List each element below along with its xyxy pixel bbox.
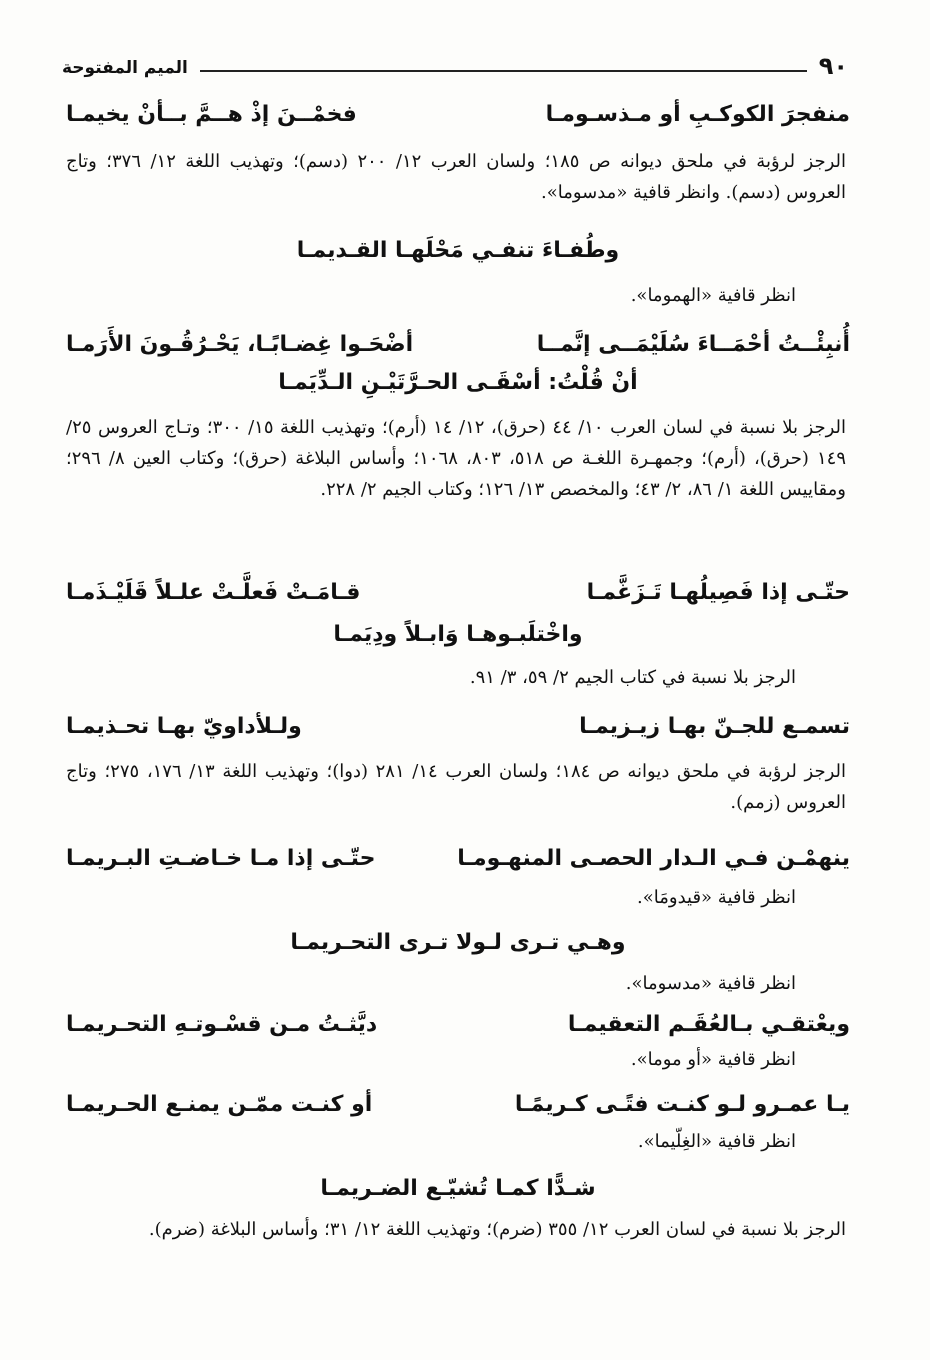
verse-line <box>66 1088 850 1122</box>
footnote: الرجز لرؤبة في ملحق ديوانه ص ١٨٤؛ ولسان العرب ١٤/ ٢٨١ (دوا)؛ وتهذيب اللغة ١٣/ ١٧٦، ٢٧٥؛ وتاج العروس (زمم). <box>66 761 846 813</box>
footnote: الرجز بلا نسبة في كتاب الجيم ٢/ ٥٩، ٣/ ٩١. <box>469 667 796 688</box>
verse-hemistich-first: منفجرَ الكوكـبِ أو مـذسـومـا <box>545 102 850 127</box>
verse-hemistich-first: يـا عمـرو لـو كنـت فتًـى كـريمًـا <box>514 1092 850 1117</box>
verse-hemistich-second: قـامَـتْ فَعلَّـتْ علـلاً قَلَيْـذَمـا <box>66 580 361 605</box>
verse-hemistich-second: أو كنـت ممّـن يمنـع الحـريمـا <box>66 1092 373 1117</box>
verse-line <box>66 328 850 362</box>
verse-line <box>66 98 850 132</box>
header-rule <box>200 70 807 72</box>
verse-hemistich-first: أُنبِئْــتُ أحْمَــاءَ سُلَيْمَــى إنَّمــا <box>536 332 850 357</box>
footnote: الرجز بلا نسبة في لسان العرب ١٠/ ٤٤ (حرق)، ١٢/ ١٤ (أرم)؛ وتهذيب اللغة ١٥/ ٣٠٠؛ وتـاج العروس ٢٥/ ١٤٩ (حرق)، (أرم)؛ وجمهـرة اللغـة ص ٥١٨، ٨٠٣، ١٠٦٨؛ وأساس البلاغة (حرق)؛ وكتاب العين ٨/ ٢٩٦؛ ومقاييس اللغة ١/ ٨٦، ٢/ ٤٣؛ والمخصص ١٣/ ١٢٦؛ وكتاب الجيم ٢/ ٢٢٨. <box>66 417 847 500</box>
verse-hemistich-first: ينهمْـن فـي الـدار الحصـى المنهـومـا <box>457 846 850 871</box>
verse-line: وطُفـاءَ تنفـي مَحْلَهـا القـديمـا <box>296 238 620 263</box>
verse-line: واخْتلَبـوهـا وَابـلاً ودِيَمـا <box>333 622 583 647</box>
verse-hemistich-first: حتّـى إذا فَصِيلُهـا تَـزَغَّمـا <box>586 580 850 605</box>
verse-line <box>66 576 850 610</box>
verse-hemistich-second: فخمْــنَ إذْ هــمَّ بــأنْ يخيمـا <box>66 102 357 127</box>
footnote: انظر قافية «مدسوما». <box>625 973 796 994</box>
running-title: الميم المفتوحة <box>62 58 188 78</box>
footnote: الرجز لرؤبة في ملحق ديوانه ص ١٨٥؛ ولسان العرب ١٢/ ٢٠٠ (دسم)؛ وتهذيب اللغة ١٢/ ٣٧٦؛ وتاج العروس (دسم). وانظر قافية «مدسوما». <box>66 151 846 203</box>
verse-line: أنْ قُلْتُ: أسْقَـى الحـرَّتَيْـنِ الـدِّيَمـا <box>278 370 638 395</box>
verse-hemistich-first: ويعْتقـي بـالعُقَـم التعقيمـا <box>567 1012 850 1037</box>
verse-hemistich-second: ولـلأداويّ بهـا تحـذيمـا <box>66 714 302 739</box>
footnote: انظر قافية «أو موما». <box>630 1049 796 1070</box>
footnote: الرجز بلا نسبة في لسان العرب ١٢/ ٣٥٥ (ضرم)؛ وتهذيب اللغة ١٢/ ٣١؛ وأساس البلاغة (ضرم). <box>148 1219 846 1240</box>
verse-hemistich-second: أضْحَـوا غِضـابًـا، يَحْـرُقُـونَ الأَرَمـا <box>66 332 414 357</box>
verse-line <box>66 710 850 744</box>
footnote: انظر قافية «الهموما». <box>630 285 796 306</box>
page-number: ٩٠ <box>818 52 848 80</box>
footnote: انظر قافية «الغِلّيما». <box>637 1131 796 1152</box>
verse-hemistich-second: ديَّثـتُ مـن قسْـوتـهِ التحـريمـا <box>66 1012 378 1037</box>
verse-line <box>66 1008 850 1042</box>
verse-line: وهـي تـرى لـولا تـرى التحـريمـا <box>290 930 626 955</box>
verse-hemistich-first: تسمـع للجـنّ بهـا زيـزيمـا <box>579 714 850 739</box>
verse-hemistich-second: حتّـى إذا مـا خـاضـتِ البـريمـا <box>66 846 376 871</box>
footnote: انظر قافية «قيدومَا». <box>637 887 796 908</box>
verse-line <box>66 842 850 876</box>
verse-line: شـدًّا كمـا تُشيّـع الضـريمـا <box>320 1176 596 1201</box>
page-header <box>62 40 848 80</box>
